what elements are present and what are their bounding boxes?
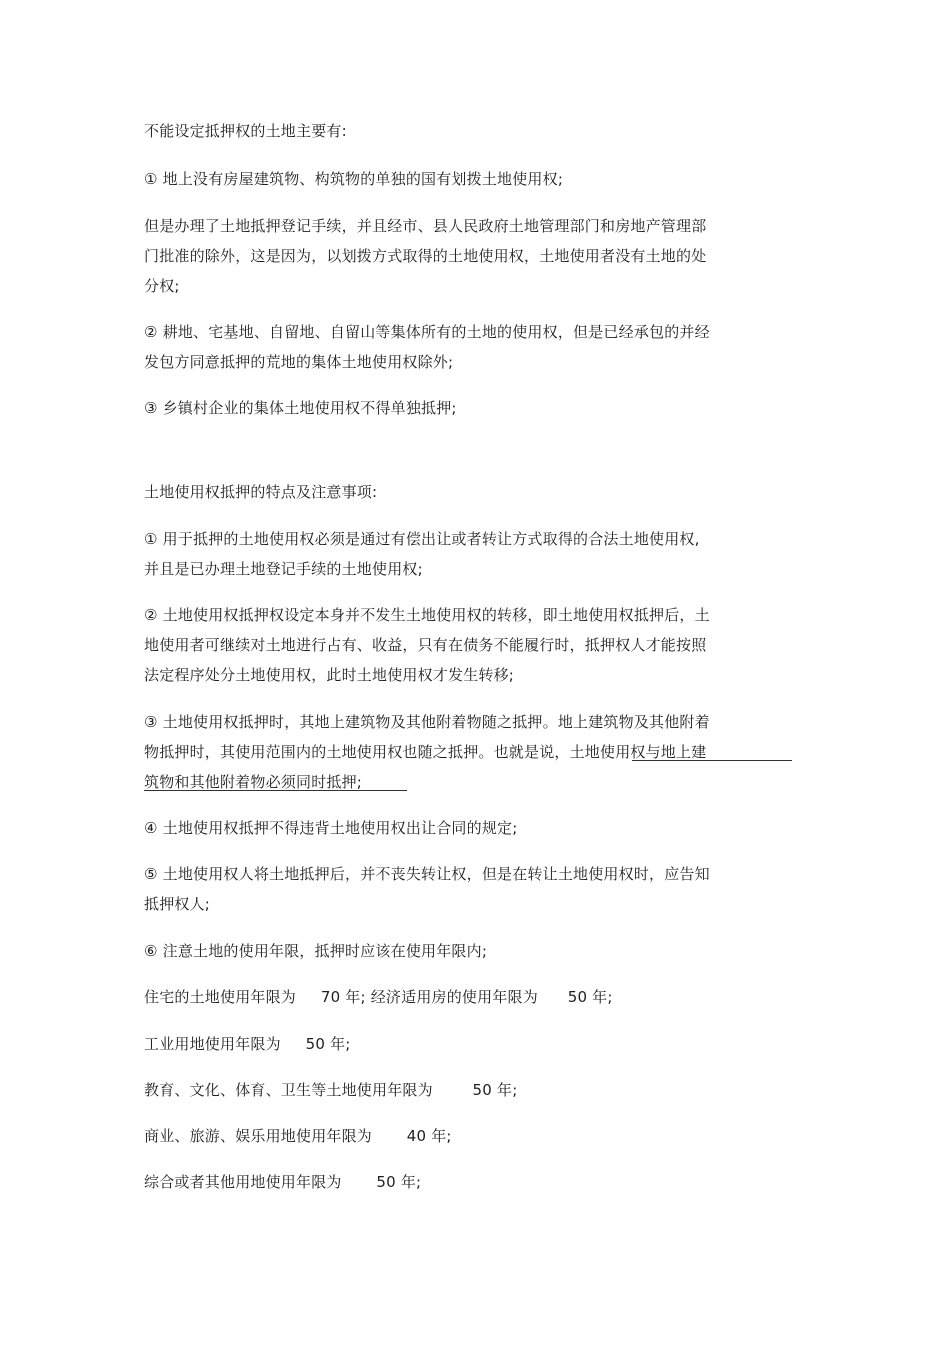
underline-rule-1 (632, 760, 792, 761)
section2-item2-line2: 地使用者可继续对土地进行占有、收益，只有在债务不能履行时，抵押权人才能按照 (144, 636, 707, 654)
section1-heading: 不能设定抵押权的土地主要有: (144, 122, 347, 140)
underline-rule-2 (144, 790, 407, 791)
section2-item3-line2: 物抵押时，其使用范围内的土地使用权也随之抵押。也就是说，土地使用权与地上建 (144, 743, 707, 761)
term-other: 综合或者其他用地使用年限为 50 年; (144, 1173, 422, 1191)
section1-item2-line2: 发包方同意抵押的荒地的集体土地使用权除外; (144, 353, 454, 371)
term-education: 教育、文化、体育、卫生等土地使用年限为 50 年; (144, 1081, 518, 1099)
section2-item3-line3: 筑物和其他附着物必须同时抵押; (144, 773, 363, 791)
term-commercial: 商业、旅游、娱乐用地使用年限为 40 年; (144, 1127, 452, 1145)
section2-item2-line1: ② 土地使用权抵押权设定本身并不发生土地使用权的转移，即土地使用权抵押后，土 (144, 606, 710, 624)
section2-item3-line1: ③ 土地使用权抵押时，其地上建筑物及其他附着物随之抵押。地上建筑物及其他附着 (144, 713, 710, 731)
section2-item6: ⑥ 注意土地的使用年限，抵押时应该在使用年限内; (144, 942, 488, 960)
section1-item1-note-line3: 分权; (144, 277, 180, 295)
section2-item2-line3: 法定程序处分土地使用权，此时土地使用权才发生转移; (144, 666, 515, 684)
section2-item1-line1: ① 用于抵押的土地使用权必须是通过有偿出让或者转让方式取得的合法土地使用权, (144, 530, 700, 548)
section1-item2-line1: ② 耕地、宅基地、自留地、自留山等集体所有的土地的使用权，但是已经承包的并经 (144, 323, 710, 341)
term-residential: 住宅的土地使用年限为 70 年; 经济适用房的使用年限为 50 年; (144, 988, 613, 1006)
section2-item1-line2: 并且是已办理土地登记手续的土地使用权; (144, 560, 423, 578)
section2-heading: 土地使用权抵押的特点及注意事项: (144, 483, 378, 501)
section1-item3: ③ 乡镇村企业的集体土地使用权不得单独抵押; (144, 399, 457, 417)
term-industrial: 工业用地使用年限为 50 年; (144, 1035, 351, 1053)
section1-item1: ① 地上没有房屋建筑物、构筑物的单独的国有划拨土地使用权; (144, 170, 564, 188)
section1-item1-note-line1: 但是办理了土地抵押登记手续，并且经市、县人民政府土地管理部门和房地产管理部 (144, 217, 707, 235)
section2-item5-line2: 抵押权人; (144, 895, 211, 913)
section2-item5-line1: ⑤ 土地使用权人将土地抵押后，并不丧失转让权，但是在转让土地使用权时，应告知 (144, 865, 710, 883)
section2-item4: ④ 土地使用权抵押不得违背土地使用权出让合同的规定; (144, 819, 518, 837)
section1-item1-note-line2: 门批准的除外，这是因为，以划拨方式取得的土地使用权，土地使用者没有土地的处 (144, 247, 707, 265)
